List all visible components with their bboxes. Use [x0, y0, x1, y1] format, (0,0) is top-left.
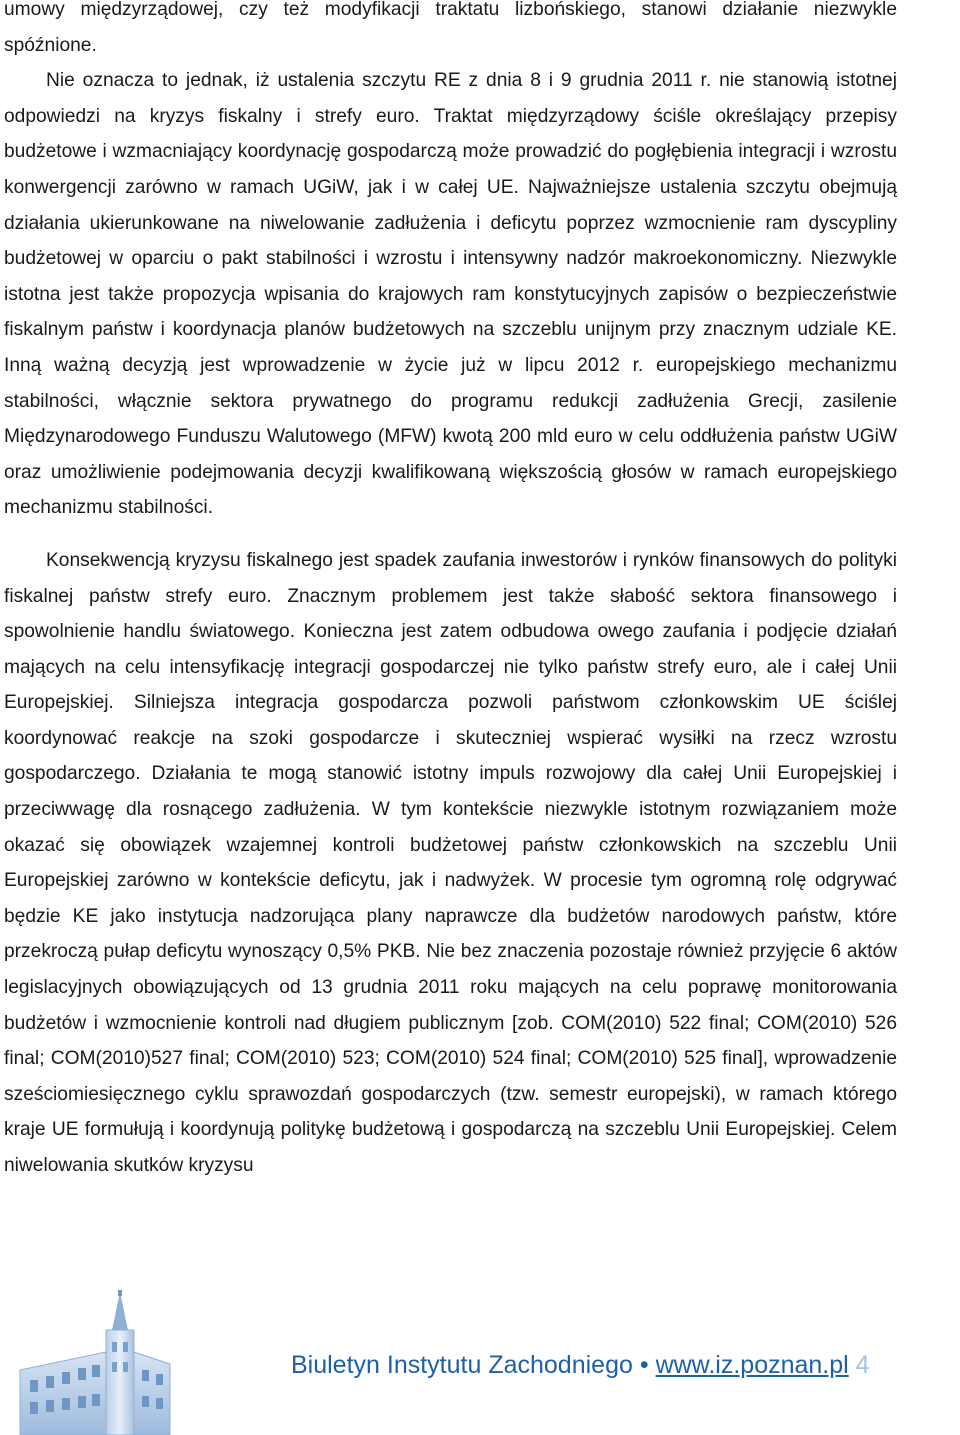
paragraph: Nie oznacza to jednak, iż ustalenia szczytu RE z dnia 8 i 9 grudnia 2011 r. nie stanowią istotnej odpowiedzi na kryzys fiskalny i strefy euro. Traktat międzyrządowy ściśle określający przepisy budżetowe i wzmacniający koordynację gospodarczą może prowadzić do pogłębienia integracji i wzrostu konwergencji zarówno w ramach UGiW, jak i w całej UE. Najważniejsze ustalenia szczytu obejmują działania ukierunkowane na niwelowanie zadłużenia i deficytu poprzez wzmocnienie ram dyscypliny budżetowej w oparciu o pakt stabilności i wzrostu i intensywny nadzór makroekonomiczny. Niezwykle istotna jest także propozycja wpisania do krajowych ram konstytucyjnych zapisów o bezpieczeństwie fiskalnym państw i koordynacja planów budżetowych na szczeblu unijnym przy znacznym udziale KE. Inną ważną decyzją jest wprowadzenie w życie już w lipcu 2012 r. europejskiego mechanizmu stabilności, włącznie sektora prywatnego do programu redukcji zadłużenia Grecji, zasilenie Międzynarodowego Funduszu Walutowego (MFW) kwotą 200 mld euro w celu oddłużenia państw UGiW oraz umożliwienie podejmowania decyzji kwalifikowaną większością głosów w ramach europejskiego mechanizmu stabilności. [4, 70, 897, 519]
paragraph-continued: umowy międzyrządowej, czy też modyfikacji traktatu lizbońskiego, stanowi działanie niezwykle spóźnione. [4, 0, 897, 56]
institute-tower-logo-icon [0, 1290, 180, 1435]
page-footer [0, 1290, 960, 1435]
paragraph: Konsekwencją kryzysu fiskalnego jest spadek zaufania inwestorów i rynków finansowych do polityki fiskalnej państw strefy euro. Znacznym problemem jest także słabość sektora finansowego i spowolnienie handlu światowego. Konieczna jest zatem odbudowa owego zaufania i podjęcie działań mających na celu intensyfikację integracji gospodarczej nie tylko państw strefy euro, ale i całej Unii Europejskiej. Silniejsza integracja gospodarcza pozwoli państwom członkowskim UE ściślej koordynować reakcje na szoki gospodarcze i skuteczniej wspierać wysiłki na rzecz wzrostu gospodarczego. Działania te mogą stanowić istotny impuls rozwojowy dla całej Unii Europejskiej i przeciwwagę dla rosnącego zadłużenia. W tym kontekście niezwykle istotnym rozwiązaniem może okazać się obowiązek wzajemnej kontroli budżetowej państw członkowskich na szczeblu Unii Europejskiej zarówno w kontekście deficytu, jak i nadwyżek. W procesie tym ogromną rolę odgrywać będzie KE jako instytucja nadzorująca plany naprawcze dla budżetów narodowych państw, które przekroczą pułap deficytu wynoszący 0,5% PKB. Nie bez znaczenia pozostaje również przyjęcie 6 aktów legislacyjnych obowiązujących od 13 grudnia 2011 roku mających na celu poprawę monitorowania budżetów i wzmocnienie kontroli nad długiem publicznym [zob. COM(2010) 522 final; COM(2010) 526 final; COM(2010)527 final; COM(2010) 523; COM(2010) 524 final; COM(2010) 525 final], wprowadzenie sześciomiesięcznego cyklu sprawozdań gospodarczych (tzw. semestr europejski), w ramach którego kraje UE formułują i koordynują politykę budżetową i gospodarczą na szczeblu Unii Europejskiej. Celem niwelowania skutków kryzysu [4, 549, 897, 1176]
page-number: 4 [855, 1351, 870, 1379]
journal-name: Biuletyn Instytutu Zachodniego [291, 1351, 633, 1379]
separator-dot: • [639, 1351, 649, 1379]
website-link[interactable]: www.iz.poznan.pl [655, 1351, 849, 1379]
footer-caption [291, 1350, 870, 1380]
body-text [4, 0, 897, 1184]
